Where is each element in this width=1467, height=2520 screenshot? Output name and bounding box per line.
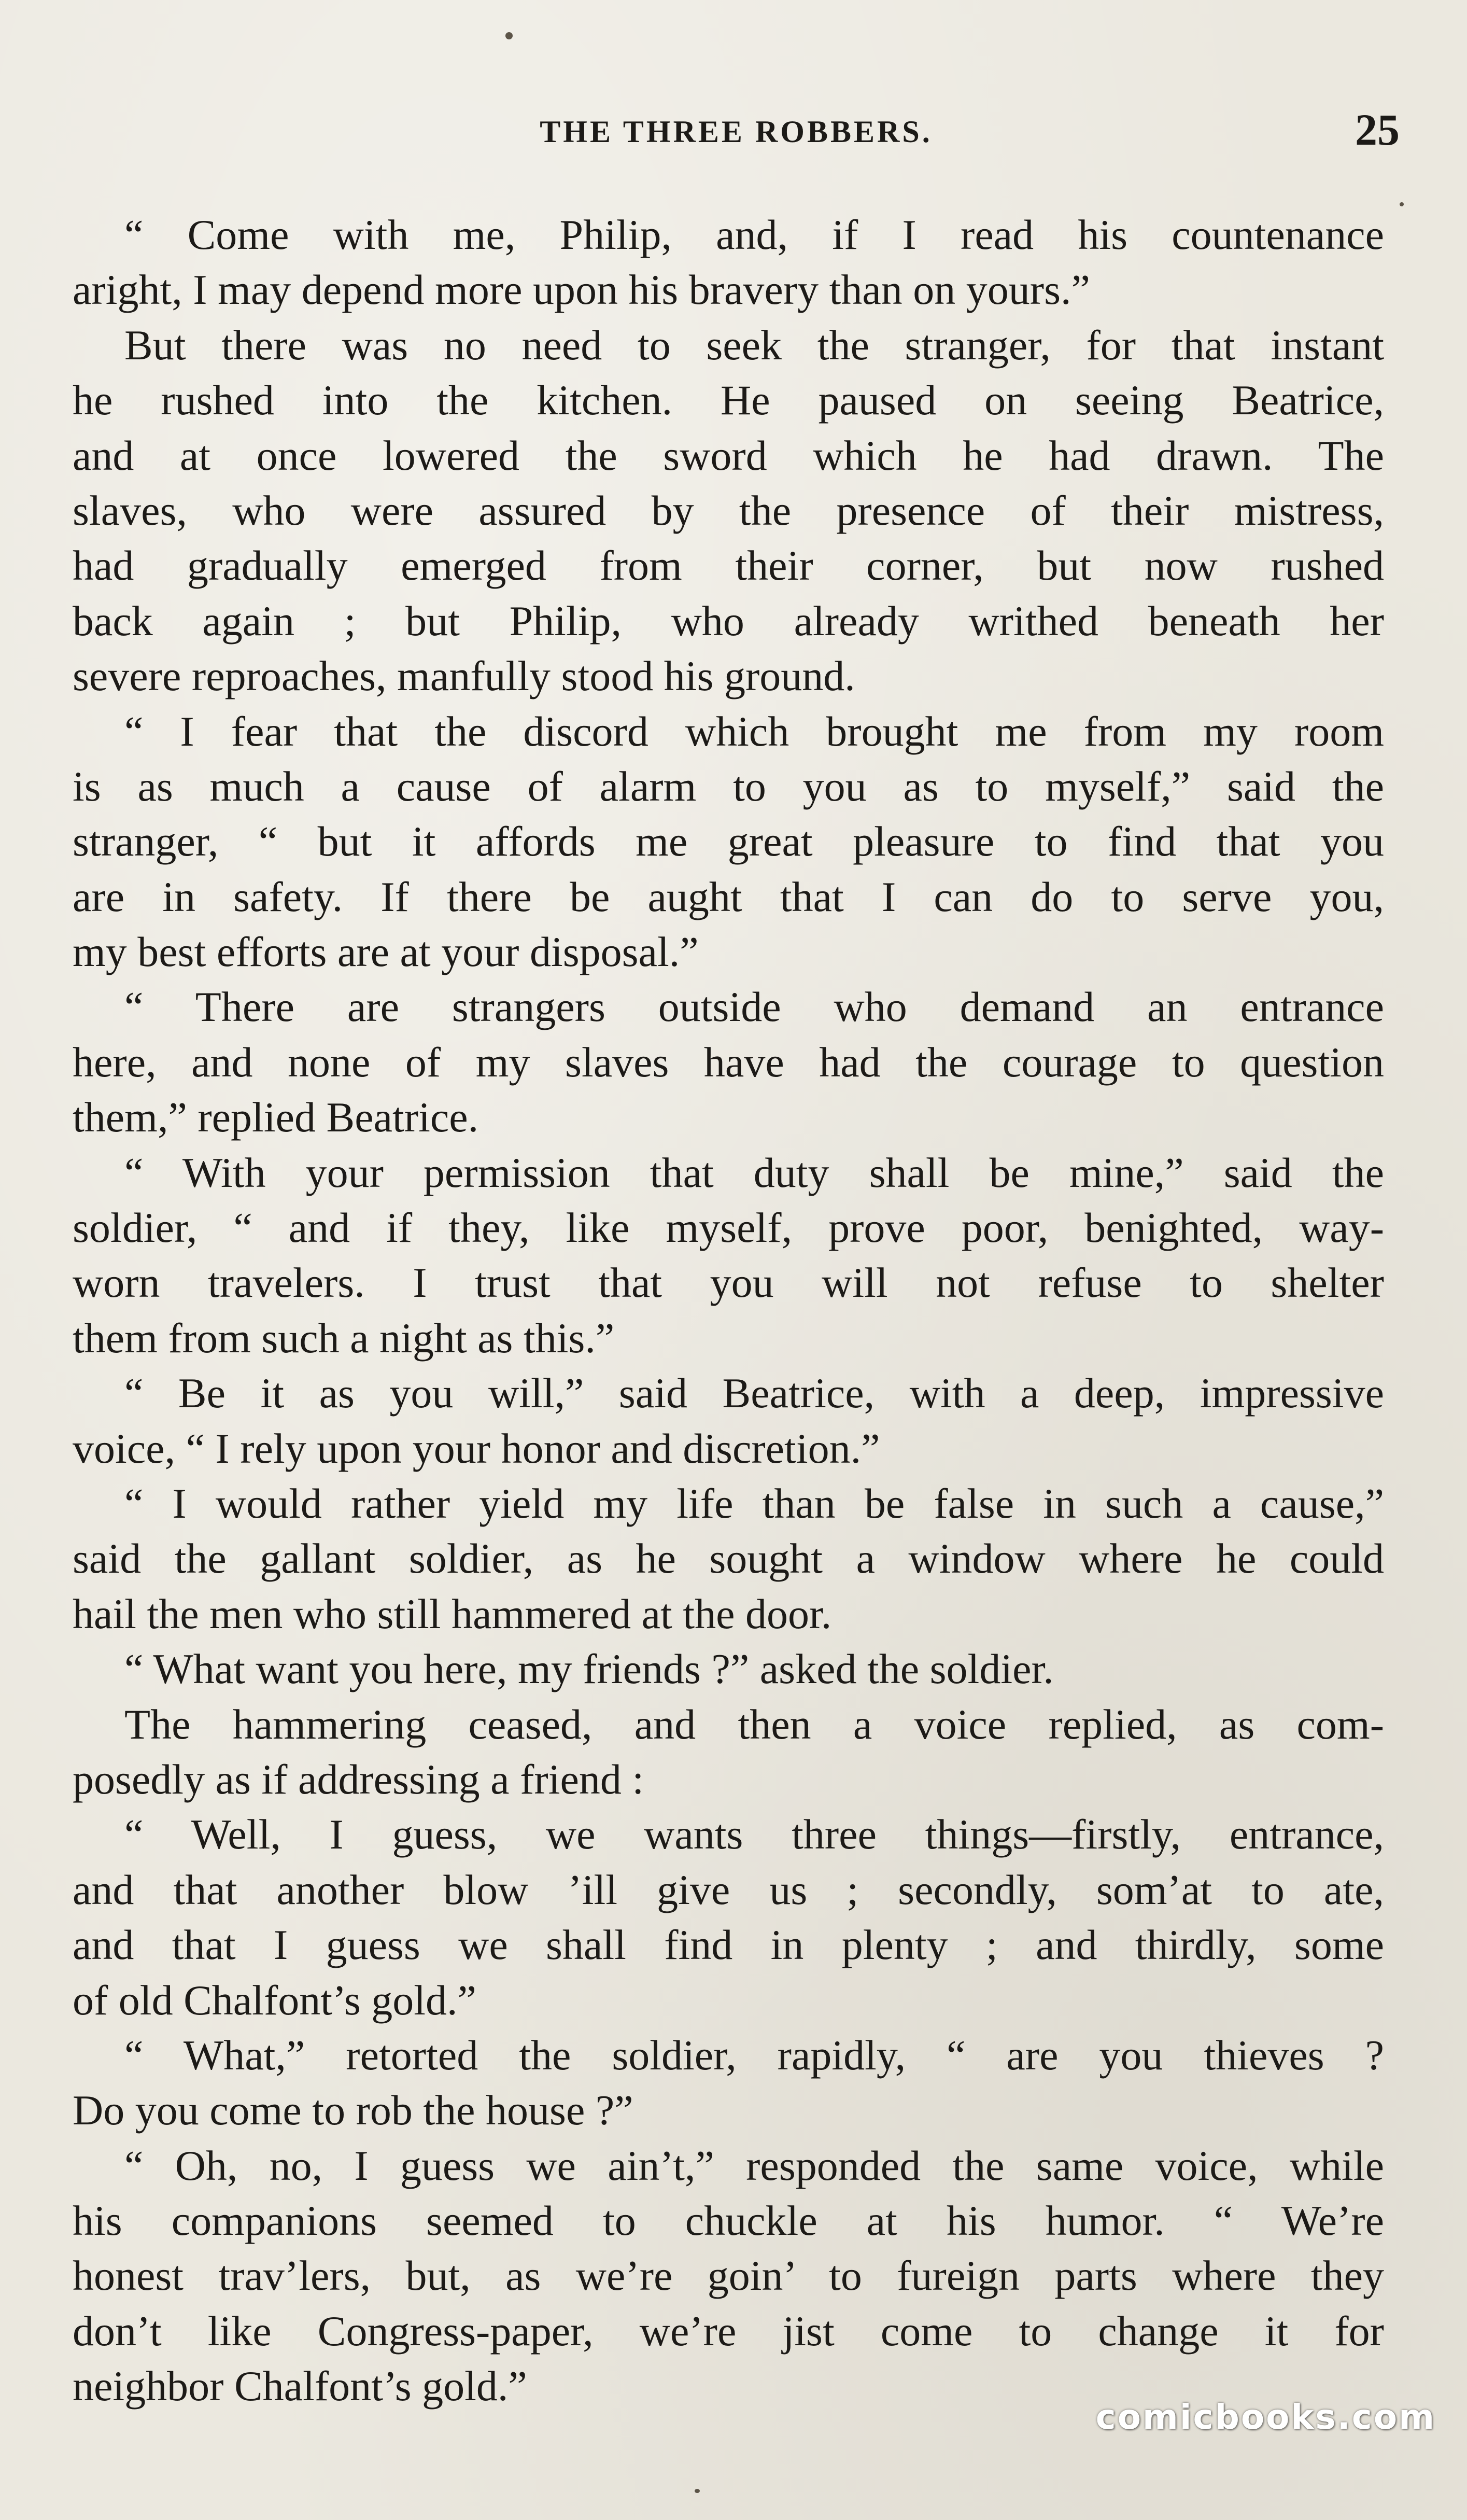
text-line: “ What want you here, my friends ?” asked the soldier. bbox=[124, 1645, 1054, 1693]
text-line: honest trav’lers, but, as we’re goin’ to fureign parts where they bbox=[73, 2252, 1384, 2300]
text-line: “ I would rather yield my life than be false in such a cause,” bbox=[124, 1479, 1384, 1527]
text-line: and that I guess we shall find in plenty ; and thirdly, some bbox=[73, 1921, 1384, 1969]
text-line: neighbor Chalfont’s gold.” bbox=[73, 2362, 527, 2410]
text-line: is as much a cause of alarm to you as to myself,” said the bbox=[73, 762, 1384, 810]
text-line: “ With your permission that duty shall be mine,” said the bbox=[124, 1149, 1384, 1196]
text-line: soldier, “ and if they, like myself, prove poor, benighted, way- bbox=[73, 1204, 1384, 1252]
text-line: Do you come to rob the house ?” bbox=[73, 2087, 633, 2134]
text-line: are in safety. If there be aught that I can do to serve you, bbox=[73, 873, 1384, 920]
text-line: said the gallant soldier, as he sought a window where he could bbox=[73, 1535, 1384, 1583]
text-line: his companions seemed to chuckle at his humor. “ We’re bbox=[73, 2197, 1384, 2245]
text-line: “ Come with me, Philip, and, if I read his countenance bbox=[124, 211, 1384, 258]
running-head: THE THREE ROBBERS. bbox=[540, 115, 933, 149]
text-line: “ Oh, no, I guess we ain’t,” responded the same voice, while bbox=[124, 2141, 1384, 2189]
ink-speck bbox=[505, 32, 513, 39]
text-line: severe reproaches, manfully stood his ground. bbox=[73, 652, 855, 700]
text-line: “ I fear that the discord which brought me from my room bbox=[124, 707, 1384, 755]
text-line: don’t like Congress-paper, we’re jist come to change it for bbox=[73, 2307, 1384, 2355]
text-line: aright, I may depend more upon his bravery than on yours.” bbox=[73, 266, 1090, 314]
text-line: hail the men who still hammered at the door. bbox=[73, 1590, 832, 1637]
text-line: The hammering ceased, and then a voice replied, as com- bbox=[124, 1700, 1384, 1748]
text-line: here, and none of my slaves have had the courage to question bbox=[73, 1038, 1384, 1086]
text-line: them from such a night as this.” bbox=[73, 1314, 615, 1362]
text-line: of old Chalfont’s gold.” bbox=[73, 1976, 476, 2024]
text-line: and at once lowered the sword which he had drawn. The bbox=[73, 431, 1384, 479]
text-line: “ Be it as you will,” said Beatrice, with a deep, impressive bbox=[124, 1369, 1384, 1417]
text-line: “ Well, I guess, we wants three things—firstly, entrance, bbox=[124, 1811, 1384, 1858]
text-line: voice, “ I rely upon your honor and discretion.” bbox=[73, 1424, 880, 1472]
page-header bbox=[73, 104, 1400, 166]
text-line: my best efforts are at your disposal.” bbox=[73, 928, 699, 976]
text-line: had gradually emerged from their corner, but now rushed bbox=[73, 542, 1384, 590]
text-line: stranger, “ but it affords me great pleasure to find that you bbox=[73, 818, 1384, 865]
text-line: worn travelers. I trust that you will not refuse to shelter bbox=[73, 1259, 1384, 1307]
text-line: But there was no need to seek the stranger, for that instant bbox=[124, 321, 1384, 369]
text-line: slaves, who were assured by the presence of their mistress, bbox=[73, 486, 1384, 534]
text-line: “ What,” retorted the soldier, rapidly, “ are you thieves ? bbox=[124, 2031, 1384, 2079]
text-line: he rushed into the kitchen. He paused on seeing Beatrice, bbox=[73, 376, 1384, 424]
watermark: comicbooks.com bbox=[1095, 2397, 1436, 2437]
ink-speck bbox=[695, 2489, 700, 2493]
ink-speck bbox=[1400, 202, 1404, 206]
body-text bbox=[73, 207, 1384, 2414]
text-line: posedly as if addressing a friend : bbox=[73, 1755, 644, 1803]
text-line: “ There are strangers outside who demand an entrance bbox=[124, 983, 1384, 1031]
text-line: back again ; but Philip, who already writhed beneath her bbox=[73, 597, 1384, 645]
page-number: 25 bbox=[1355, 105, 1400, 155]
text-line: and that another blow ’ill give us ; secondly, som’at to ate, bbox=[73, 1866, 1384, 1913]
text-line: them,” replied Beatrice. bbox=[73, 1094, 479, 1141]
